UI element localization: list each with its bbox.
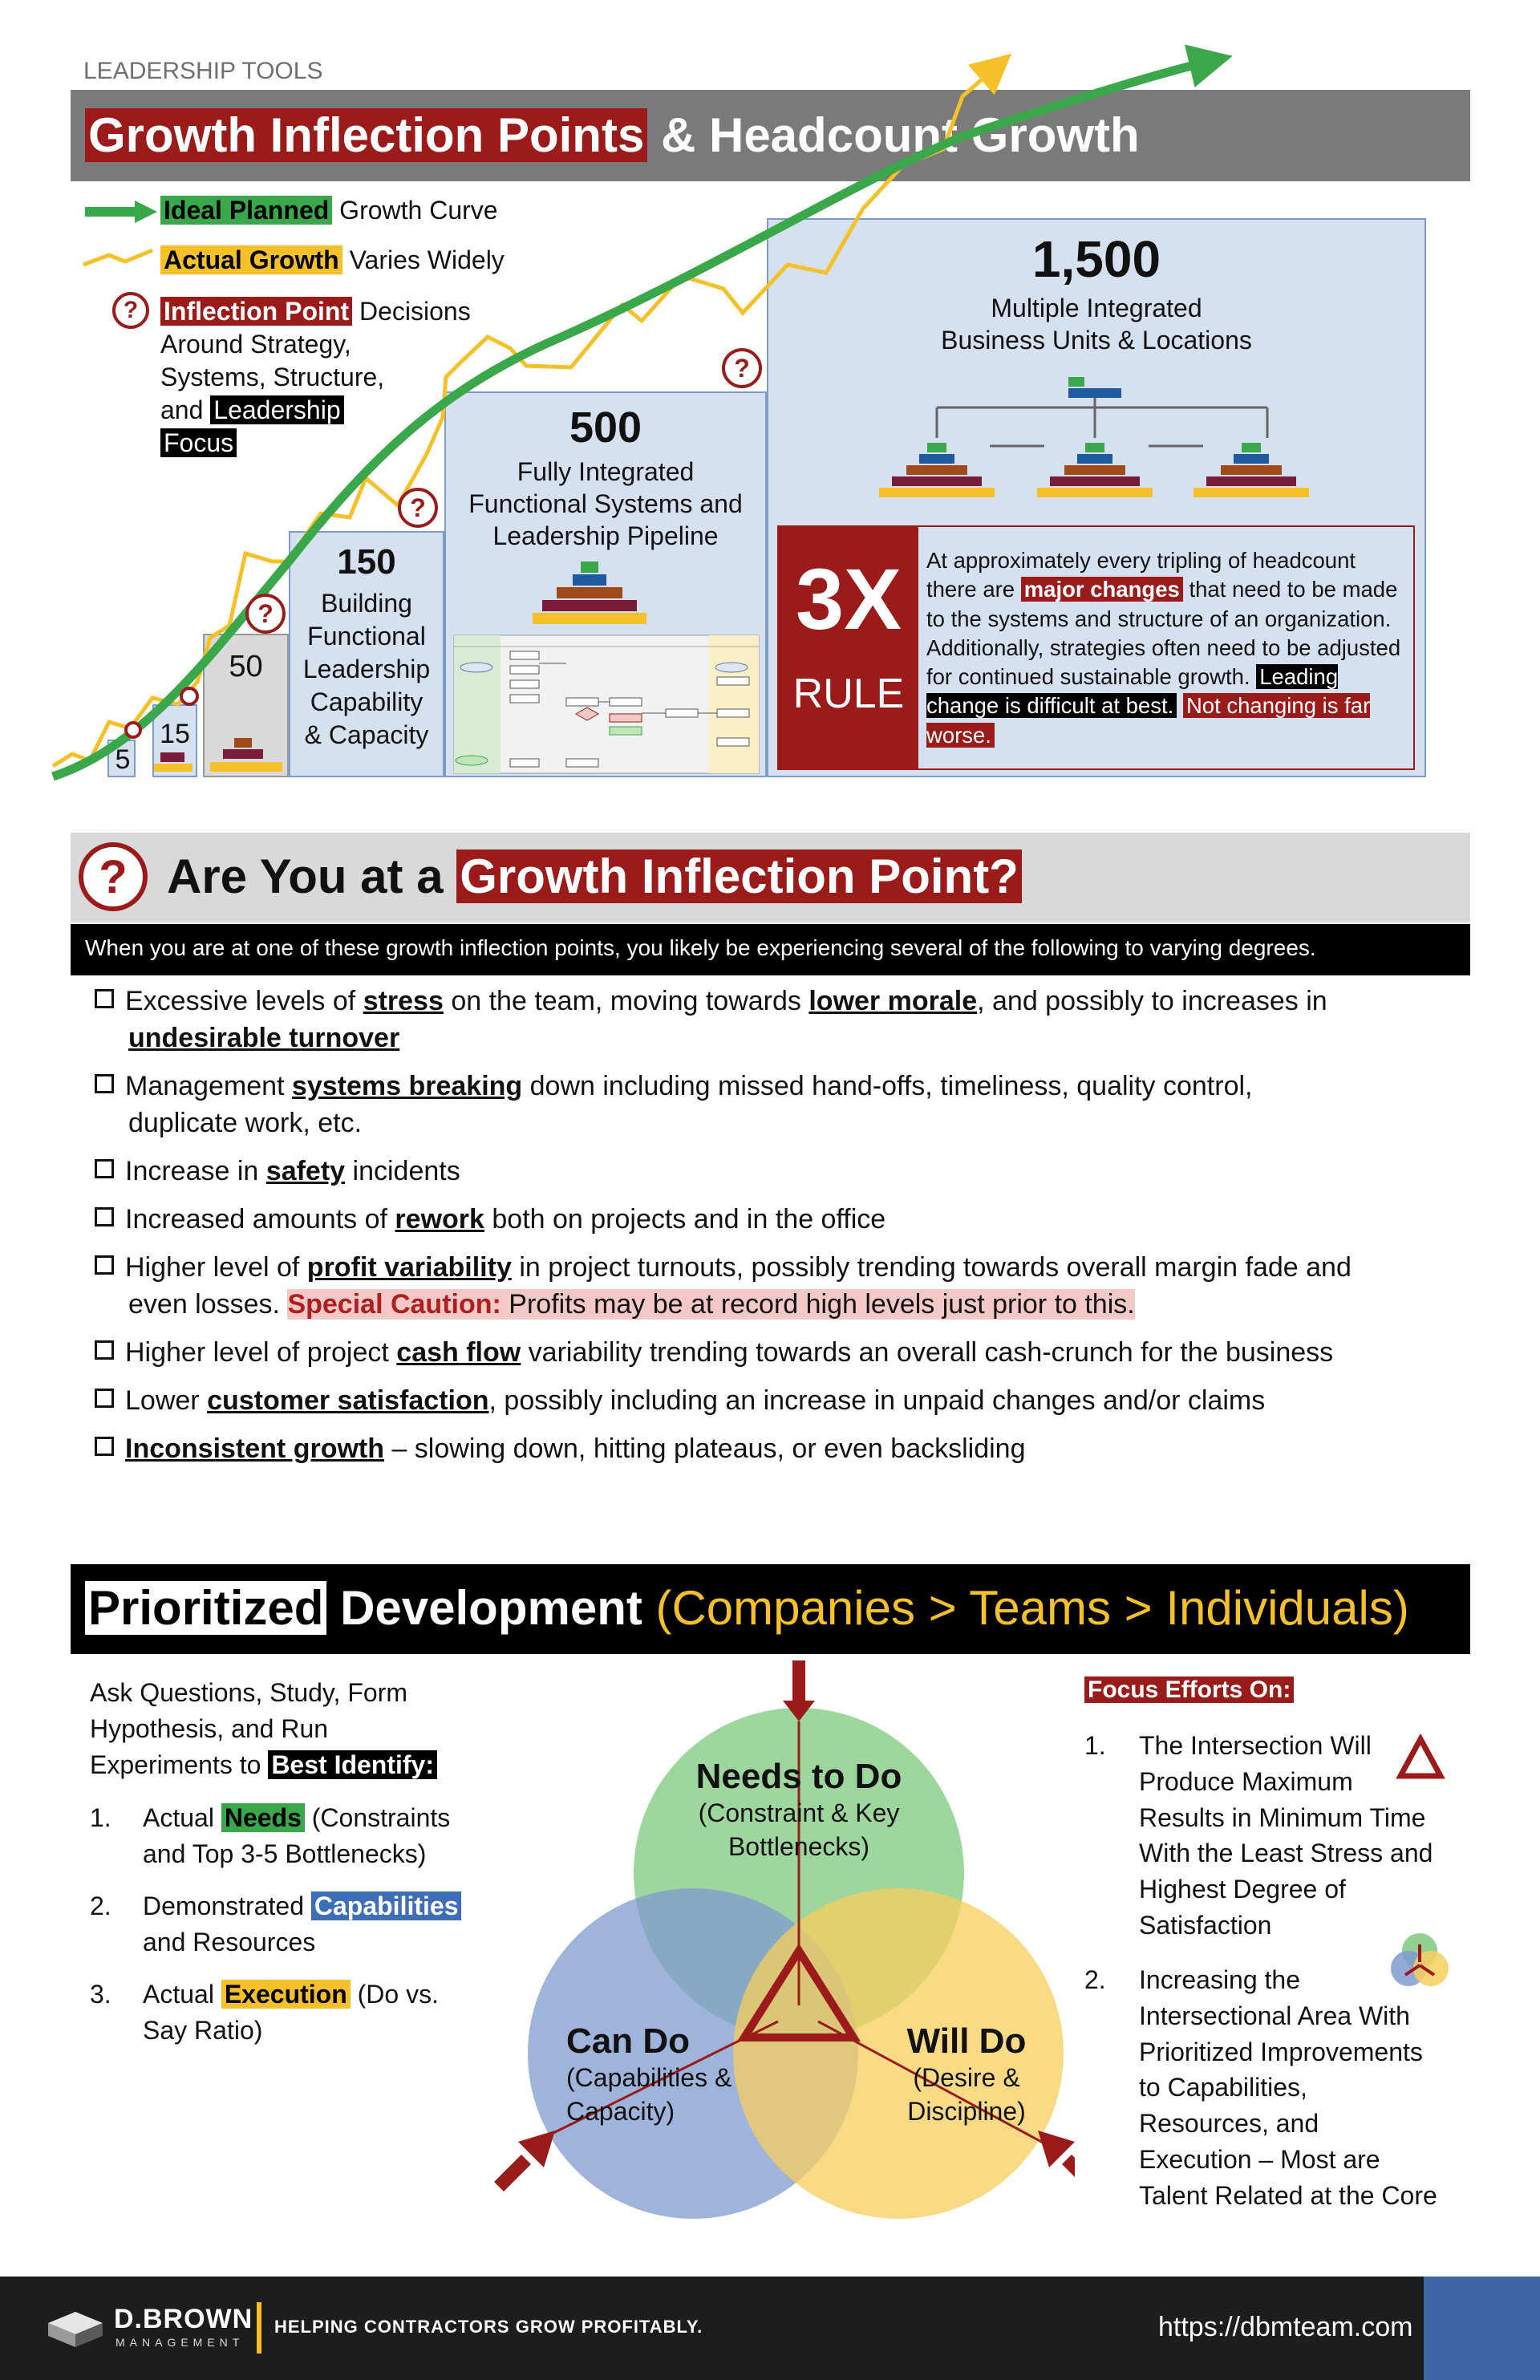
title-highlight: Growth Inflection Points: [85, 108, 647, 162]
left-item-2-text: Demonstrated Capabilities and Resources: [143, 1888, 461, 1960]
venn-diagram: [465, 1652, 1075, 2246]
section3-header: [71, 1564, 1470, 1654]
section2-header: [71, 833, 1470, 922]
list-item: Increase in safety incidents: [95, 1154, 1458, 1190]
legend-question-icon: ?: [112, 292, 149, 329]
right-item-1-text: The Intersection Will Produce Maximum Results in Minimum Time With the Least Stress and Highest Degree of Satisfaction: [1139, 1731, 1433, 1940]
list-item: Inconsistent growth – slowing down, hitting plateaus, or even backsliding: [95, 1431, 1458, 1468]
checkbox-icon: [95, 1340, 114, 1360]
stage-num-50: 50: [229, 650, 263, 683]
inflection-question-icon: ?: [722, 348, 762, 388]
venn-will-label: Will Do (Desire & Discipline): [906, 2021, 1027, 2126]
kicker: LEADERSHIP TOOLS: [83, 58, 323, 84]
checkbox-icon: [95, 1159, 114, 1178]
legend-ideal: Ideal Planned Growth Curve: [160, 196, 498, 225]
legend-icons: [80, 197, 160, 278]
footer: [0, 2277, 1540, 2380]
title-rest: & Headcount Growth: [660, 108, 1140, 162]
brand-logo-icon: [43, 2307, 107, 2350]
checkbox-icon: [95, 1437, 114, 1456]
right-item-2: 2.: [1084, 1965, 1106, 1994]
right-item-1: 1.: [1084, 1731, 1106, 1760]
triangle-icon: [1396, 1734, 1445, 1781]
checkbox-icon: [95, 1074, 114, 1093]
venn-needs-label: Needs to Do (Constraint & Key Bottlenecks): [695, 1757, 902, 1861]
list-item: Increased amounts of rework both on projects and in the office: [95, 1202, 1458, 1239]
focus-title: Focus Efforts On:: [1084, 1677, 1294, 1704]
stage-num-150: 150: [337, 542, 396, 582]
checkbox-icon: [95, 1207, 114, 1226]
question-icon: ?: [79, 842, 148, 911]
venn-can-label: Can Do (Capabilities & Capacity): [566, 2021, 732, 2126]
list-item: Management systems breaking down including missed hand-offs, timeliness, quality control, duplicate work, etc.: [95, 1068, 1458, 1142]
list-item: Lower customer satisfaction, possibly including an increase in unpaid changes and/or claims: [95, 1383, 1458, 1420]
checkbox-icon: [95, 1389, 114, 1408]
rule-3x: 3X: [795, 550, 902, 647]
left-item-2: 2.: [90, 1891, 111, 1920]
right-item-2-text: Increasing the Intersectional Area With Prioritized Improvements to Capabilities, Resources, and Execution – Most are Talent Related at the Core: [1139, 1965, 1437, 2210]
checkbox-icon: [95, 989, 114, 1008]
inflection-question-icon: ?: [245, 594, 286, 634]
inflection-marker-small: [126, 723, 140, 737]
stage-desc-150: Building Functional Leadership Capability & Capacity: [302, 589, 431, 749]
stage-num-15: 15: [160, 719, 190, 749]
legend-actual: Actual Growth Varies Widely: [160, 245, 505, 275]
section2-title: Are You at a Growth Inflection Point?: [167, 849, 1022, 904]
left-intro: Ask Questions, Study, Form Hypothesis, and Run Experiments to Best Identify:: [90, 1675, 437, 1782]
list-item: Higher level of project cash flow variability trending towards an overall cash-crunch for the business: [95, 1335, 1458, 1372]
leading-change-highlight: Leading change is difficult at best.: [926, 664, 1339, 719]
legend-inflection: Inflection Point Decisions Around Strategy, Systems, Structure, and Leadership Focus: [160, 297, 471, 457]
mini-venn-icon: [1386, 1928, 1453, 1993]
major-changes-highlight: major changes: [1021, 577, 1183, 602]
not-changing-highlight: Not changing is far worse.: [926, 693, 1371, 748]
footer-accent: [1424, 2277, 1540, 2380]
left-item-3: 3.: [90, 1980, 111, 2009]
stage-num-1500: 1,500: [1031, 230, 1161, 288]
list-item: Higher level of profit variability in project turnouts, possibly trending towards overall margin fade and even losses. Special Caution: Profits may be at record high levels just prior to this.: [95, 1250, 1458, 1324]
tagline: HELPING CONTRACTORS GROW PROFITABLY.: [274, 2317, 703, 2337]
stage-num-5: 5: [115, 744, 131, 775]
inflection-question-icon: ?: [398, 488, 438, 528]
yellow-arrow-icon: [83, 250, 152, 265]
rule-text: At approximately every tripling of headcount there are major changes that need to be made to the systems and structure of an organization. Additionally, strategies often need to be adjusted for continued sustainable growth. Leading change is difficult at best. Not changing is far worse.: [926, 548, 1401, 748]
website-link[interactable]: https://dbmteam.com: [1158, 2312, 1413, 2342]
list-item: Excessive levels of stress on the team, moving towards lower morale, and possibly to increases in undesirable turnover: [95, 983, 1458, 1057]
left-item-1: 1.: [90, 1803, 111, 1832]
section2-subtitle: When you are at one of these growth inflection points, you likely be experiencing several of the following to varying degrees.: [71, 924, 1470, 975]
left-item-3-text: Actual Execution (Do vs. Say Ratio): [143, 1980, 439, 2045]
left-item-1-text: Actual Needs (Constraints and Top 3-5 Bottlenecks): [143, 1803, 451, 1868]
inflection-marker-small: [181, 688, 197, 704]
footer-divider: [257, 2302, 261, 2354]
stage-desc-1500: Multiple Integrated Business Units & Locations: [941, 294, 1252, 355]
section3-title: Prioritized Development (Companies > Teams > Individuals): [85, 1580, 1409, 1636]
checkbox-icon: [95, 1255, 114, 1275]
brand-sub: MANAGEMENT: [116, 2336, 245, 2349]
brand-name: D.BROWN: [114, 2304, 253, 2334]
rule-word: RULE: [792, 671, 905, 717]
stage-desc-500: Fully Integrated Functional Systems and Leadership Pipeline: [468, 457, 743, 550]
stage-num-500: 500: [569, 403, 642, 452]
